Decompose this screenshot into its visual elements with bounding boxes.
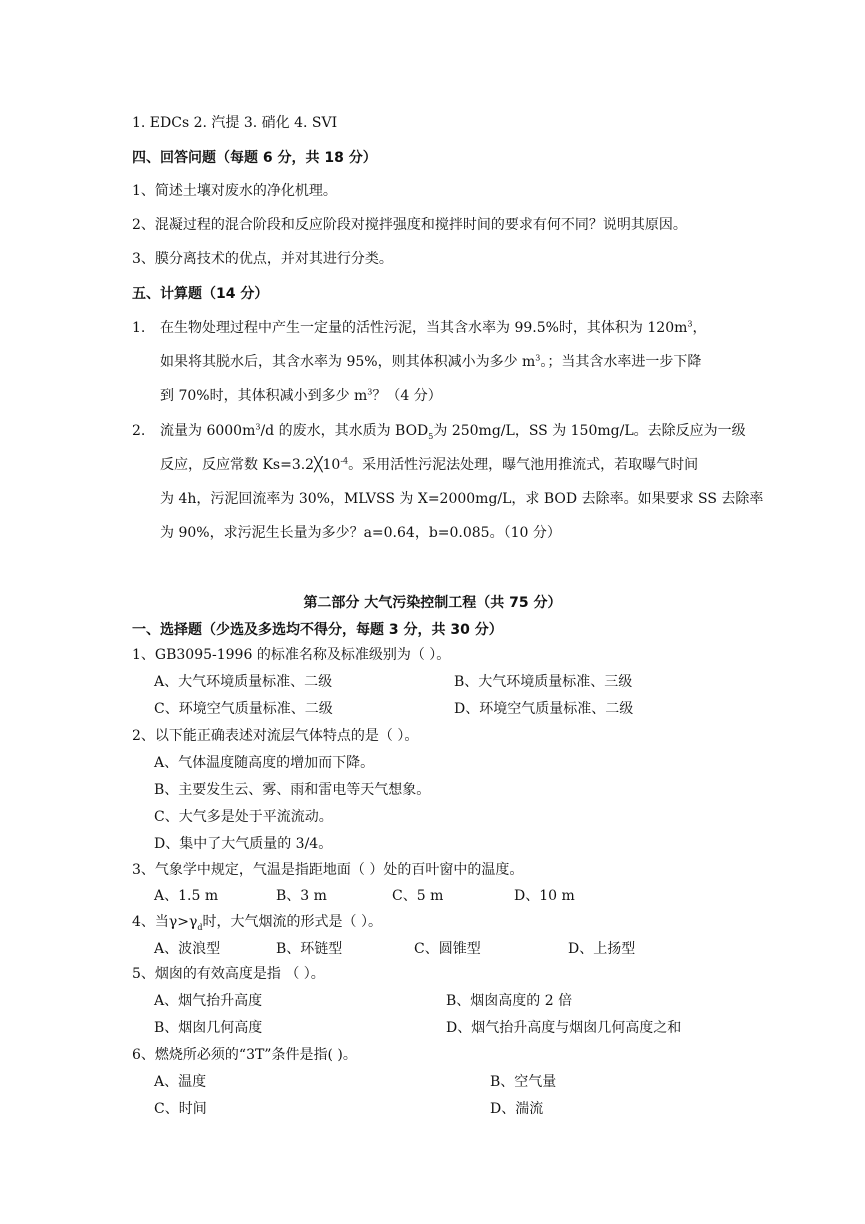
mcq5-option-d: D、烟气抬升高度与烟囱几何高度之和 [446, 1020, 682, 1036]
mcq6-option-b: B、空气量 [490, 1074, 557, 1090]
section5-heading: 五、计算题（14 分） [132, 286, 269, 302]
mcq5-option-b: B、烟囱高度的 2 倍 [446, 993, 573, 1009]
mcq6-stem: 6、燃烧所必须的“3T”条件是指( )。 [132, 1047, 357, 1063]
calc2-line3: 为 4h，污泥回流率为 30%，MLVSS 为 X=2000mg/L，求 BOD 去除率。如果要求 SS 去除率 [160, 491, 764, 507]
mcq2-option-d: D、集中了大气质量的 3/4。 [154, 836, 333, 852]
mcq6-option-a: A、温度 [154, 1074, 207, 1090]
calc2-line4: 为 90%，求污泥生长量为多少？a=0.64，b=0.085。（10 分） [160, 525, 561, 541]
mcq6-option-c: C、时间 [154, 1101, 207, 1117]
mcq5-option-c: B、烟囱几何高度 [154, 1020, 263, 1036]
mcq2-option-a: A、气体温度随高度的增加而下降。 [154, 755, 375, 771]
mcq5-option-a: A、烟气抬升高度 [154, 993, 263, 1009]
mcq4-option-d: D、上扬型 [568, 941, 636, 957]
terms-line: 1. EDCs 2. 汽提 3. 硝化 4. SVI [132, 115, 338, 131]
calc2-number: 2. [132, 423, 146, 439]
mcq2-option-c: C、大气多是处于平流流动。 [154, 809, 333, 825]
mcq5-stem: 5、烟囱的有效高度是指 （ ）。 [132, 966, 325, 982]
calc2-line1: 流量为 $6000m^3/d$ 的废水，其水质为 $BOD_5$为 250mg/L，SS 为 150mg/L。去除反应为一级 [160, 422, 746, 441]
mcq1-option-a: A、大气环境质量标准、二级 [154, 674, 333, 690]
question-4-2: 2、混凝过程的混合阶段和反应阶段对搅拌强度和搅拌时间的要求有何不同？说明其原因。 [132, 217, 687, 233]
mcq6-option-d: D、湍流 [490, 1101, 544, 1117]
mcq3-option-d: D、10 m [514, 888, 575, 904]
mcq1-stem: 1、GB3095-1996 的标准名称及标准级别为（ ）。 [132, 647, 451, 663]
question-4-3: 3、膜分离技术的优点，并对其进行分类。 [132, 251, 393, 267]
part2-section1-heading: 一、选择题（少选及多选均不得分，每题 3 分，共 30 分） [132, 622, 503, 638]
calc2-line2: 反应，反应常数 $Ks=3.2╳10^{-4}$。采用活性污泥法处理，曝气池用推流式，若取曝气时间 [160, 456, 699, 473]
mcq4-option-c: C、圆锥型 [414, 941, 481, 957]
mcq4-option-a: A、波浪型 [154, 941, 221, 957]
mcq3-stem: 3、气象学中规定，气温是指距地面（ ）处的百叶窗中的温度。 [132, 862, 524, 878]
calc1-number: 1. [132, 320, 146, 336]
mcq3-option-c: C、5 m [392, 888, 444, 904]
mcq3-option-b: B、3 m [276, 888, 327, 904]
calc1-line2: 如果将其脱水后，其含水率为 95%，则其体积减小为多少 $m^3$。；当其含水率进一步下降 [160, 353, 702, 370]
mcq1-option-c: C、环境空气质量标准、二级 [154, 701, 333, 717]
calc1-line1: 在生物处理过程中产生一定量的活性污泥，当其含水率为 99.5%时，其体积为 $120m^3$， [160, 319, 707, 336]
mcq1-option-d: D、环境空气质量标准、二级 [454, 701, 634, 717]
part2-title: 第二部分 大气污染控制工程（共 75 分） [303, 595, 562, 611]
mcq2-stem: 2、以下能正确表述对流层气体特点的是（ ）。 [132, 728, 419, 744]
mcq4-option-b: B、环链型 [276, 941, 343, 957]
mcq2-option-b: B、主要发生云、雾、雨和雷电等天气想象。 [154, 782, 431, 798]
calc1-line3: 到 70%时，其体积减小到多少 $m^3$？（4 分） [160, 387, 442, 404]
question-4-1: 1、简述土壤对废水的净化机理。 [132, 183, 337, 199]
mcq1-option-b: B、大气环境质量标准、三级 [454, 674, 633, 690]
section4-heading: 四、回答问题（每题 6 分，共 18 分） [132, 150, 377, 166]
mcq3-option-a: A、1.5 m [154, 888, 219, 904]
mcq4-stem: 4、当$\gamma>\gamma_d$时，大气烟流的形式是（ ）。 [132, 914, 382, 932]
